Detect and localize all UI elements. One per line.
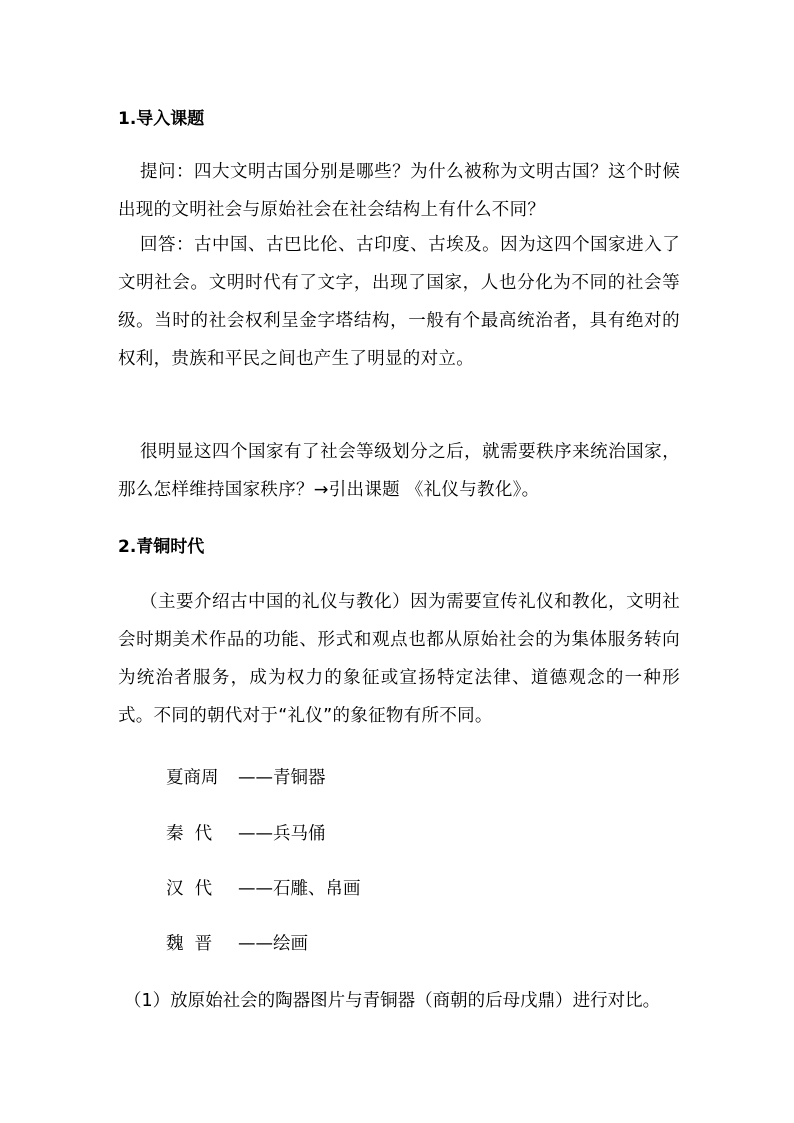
section1-heading: 1.导入课题 <box>118 109 205 129</box>
section2-heading: 2.青铜时代 <box>118 537 205 557</box>
question-paragraph: 提问：四大文明古国分别是哪些？为什么被称为文明古国？这个时候出现的文明社会与原始社会在社会结构上有什么不同？ <box>118 162 680 220</box>
dynasty-name: 秦 代 <box>166 824 213 844</box>
dynasty-item <box>166 932 308 956</box>
lead-in-paragraph: 很明显这四个国家有了社会等级划分之后，就需要秩序来统治国家，那么怎样维持国家秩序？→引出课题 《礼仪与教化》。 <box>118 442 680 500</box>
dynasty-name: 夏商周 <box>166 768 219 788</box>
answer-paragraph: 回答：古中国、古巴比伦、古印度、古埃及。因为这四个国家进入了文明社会。文明时代有了文字，出现了国家，人也分化为不同的社会等级。当时的社会权利呈金字塔结构，一般有个最高统治者，具有绝对的权利，贵族和平民之间也产生了明显的对立。 <box>118 235 680 369</box>
step-1-text: （1）放原始社会的陶器图片与青铜器（商朝的后母戊鼎）进行对比。 <box>124 991 661 1011</box>
dynasty-name: 汉 代 <box>166 879 213 899</box>
dynasty-item <box>166 877 361 901</box>
dynasty-name: 魏 晋 <box>166 934 213 954</box>
dynasty-item <box>166 822 326 846</box>
intro-paragraph: （主要介绍古中国的礼仪与教化）因为需要宣传礼仪和教化，文明社会时期美术作品的功能、形式和观点也都从原始社会的为集体服务转向为统治者服务，成为权力的象征或宣扬特定法律、道德观念的一种形式。不同的朝代对于“礼仪”的象征物有所不同。 <box>118 592 680 726</box>
dynasty-symbol: ——兵马俑 <box>238 824 326 844</box>
dynasty-item <box>166 766 326 790</box>
dynasty-symbol: ——青铜器 <box>238 768 326 788</box>
dynasty-symbol: ——绘画 <box>238 934 308 954</box>
dynasty-symbol: ——石雕、帛画 <box>238 879 361 899</box>
